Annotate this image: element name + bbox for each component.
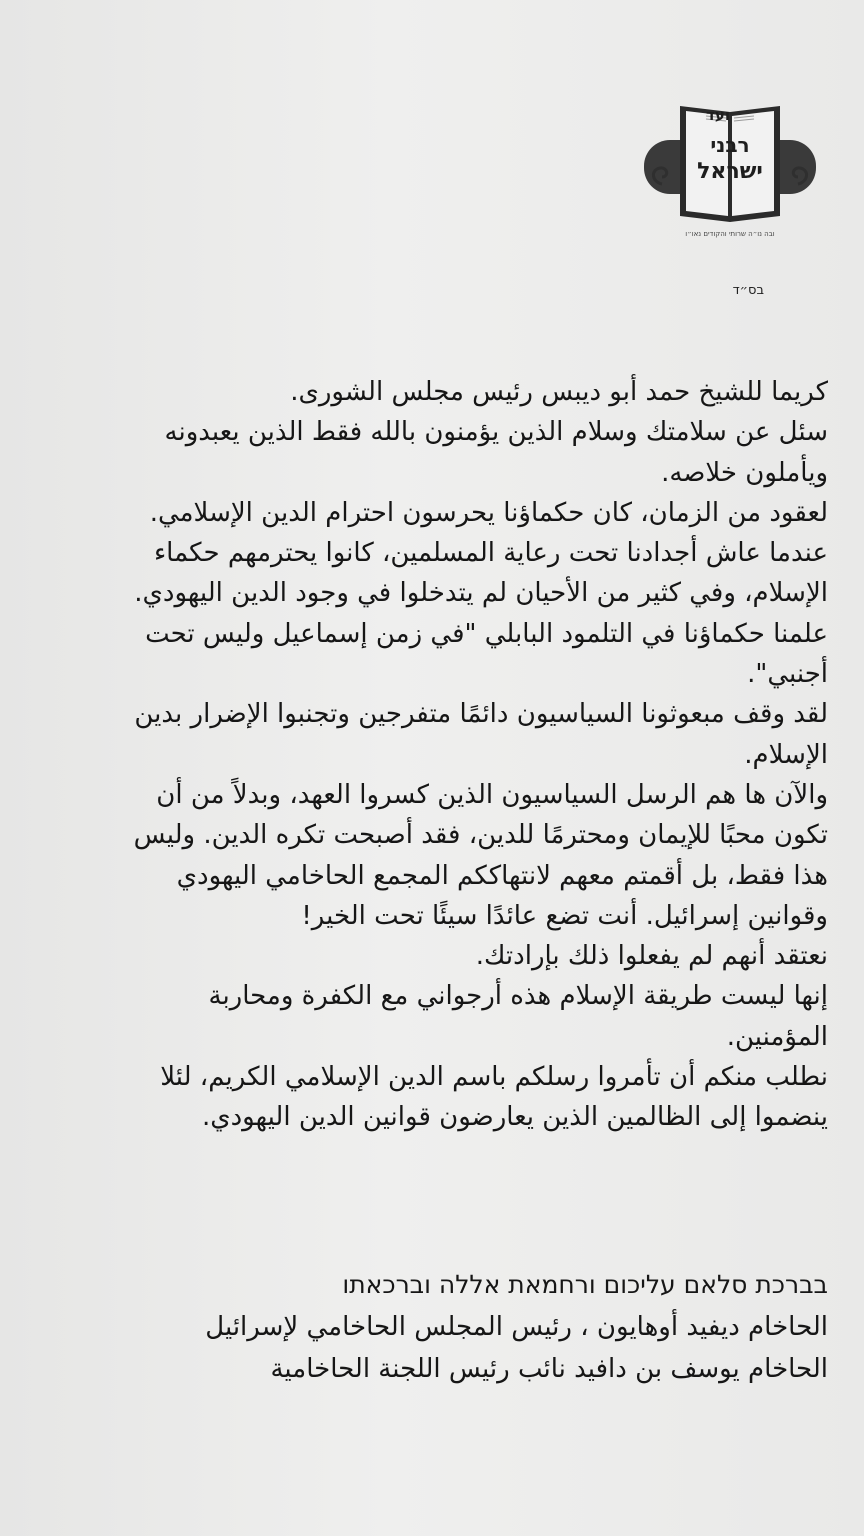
letter-body: [28, 372, 828, 1138]
letter-line: عندما عاش أجدادنا تحت رعاية المسلمين، كانوا يحترمهم حكماء: [153, 538, 828, 569]
letter-line: الإسلام، وفي كثير من الأحيان لم يتدخلوا في وجود الدين اليهودي.: [134, 578, 828, 609]
signer-line-2: الحاخام يوسف بن دافيد نائب رئيس اللجنة الحاخامية: [270, 1354, 828, 1384]
letter-line: تكون محبًا للإيمان ومحترمًا للدين، فقد أصبحت تكره الدين. وليس: [133, 820, 828, 851]
logo-word-1: ועד: [706, 106, 730, 124]
letter-line: ينضموا إلى الظالمين الذين يعارضون قوانين الدين اليهودي.: [201, 1102, 828, 1133]
letter-line: كريما للشيخ حمد أبو ديبس رئيس مجلس الشورى.: [290, 377, 828, 407]
letter-line: علمنا حكماؤنا في التلمود البابلي "في زمن إسماعيل وليس تحت: [145, 618, 828, 649]
letter-line: نعتقد أنهم لم يفعلوا ذلك بإرادتك.: [475, 941, 828, 972]
letter-line: لقد وقف مبعوثونا السياسيون دائمًا متفرجين وتجنبوا الإضرار بدين: [134, 699, 828, 730]
letter-line: الإسلام.: [744, 739, 828, 770]
letter-line: ويأملون خلاصه.: [661, 457, 828, 488]
logo-word-3: ישראל: [697, 159, 763, 184]
letter-line: لعقود من الزمان، كان حكماؤنا يحرسون احترام الدين الإسلامي.: [149, 497, 828, 528]
organization-logo: [640, 92, 820, 252]
signer-line-1: الحاخام ديفيد أوهايون ، رئيس المجلس الحاخامي لإسرائيل: [205, 1312, 828, 1342]
closing-blessing: בברכת סלאם עליכום ורחמאת אללה וברכאתו: [342, 1270, 828, 1299]
letter-line: إنها ليست طريقة الإسلام هذه أرجواني مع الكفرة ومحاربة: [208, 981, 828, 1012]
logo-caption: ובה נו״ה שרותי והקודים נאו״ו: [685, 230, 775, 238]
letter-line: أجنبي".: [747, 659, 828, 690]
letter-line: وقوانين إسرائيل. أنت تضع عائدًا سيئًا تحت الخير!: [301, 900, 828, 931]
letter-line: هذا فقط، بل أقمتم معهم لانتهاككم المجمع الحاخامي اليهودي: [176, 860, 828, 891]
letter-line: والآن ها هم الرسل السياسيون الذين كسروا العهد، وبدلاً من أن: [156, 779, 828, 810]
letter-line: نطلب منكم أن تأمروا رسلكم باسم الدين الإسلامي الكريم، لئلا: [160, 1062, 828, 1093]
letter-line: سئل عن سلامتك وسلام الذين يؤمنون بالله فقط الذين يعبدونه: [164, 417, 828, 448]
letter-closing: [28, 1264, 828, 1390]
bsd-header: בס״ד: [732, 283, 764, 298]
letter-line: المؤمنين.: [726, 1021, 828, 1052]
logo-word-2: רבני: [710, 133, 750, 157]
